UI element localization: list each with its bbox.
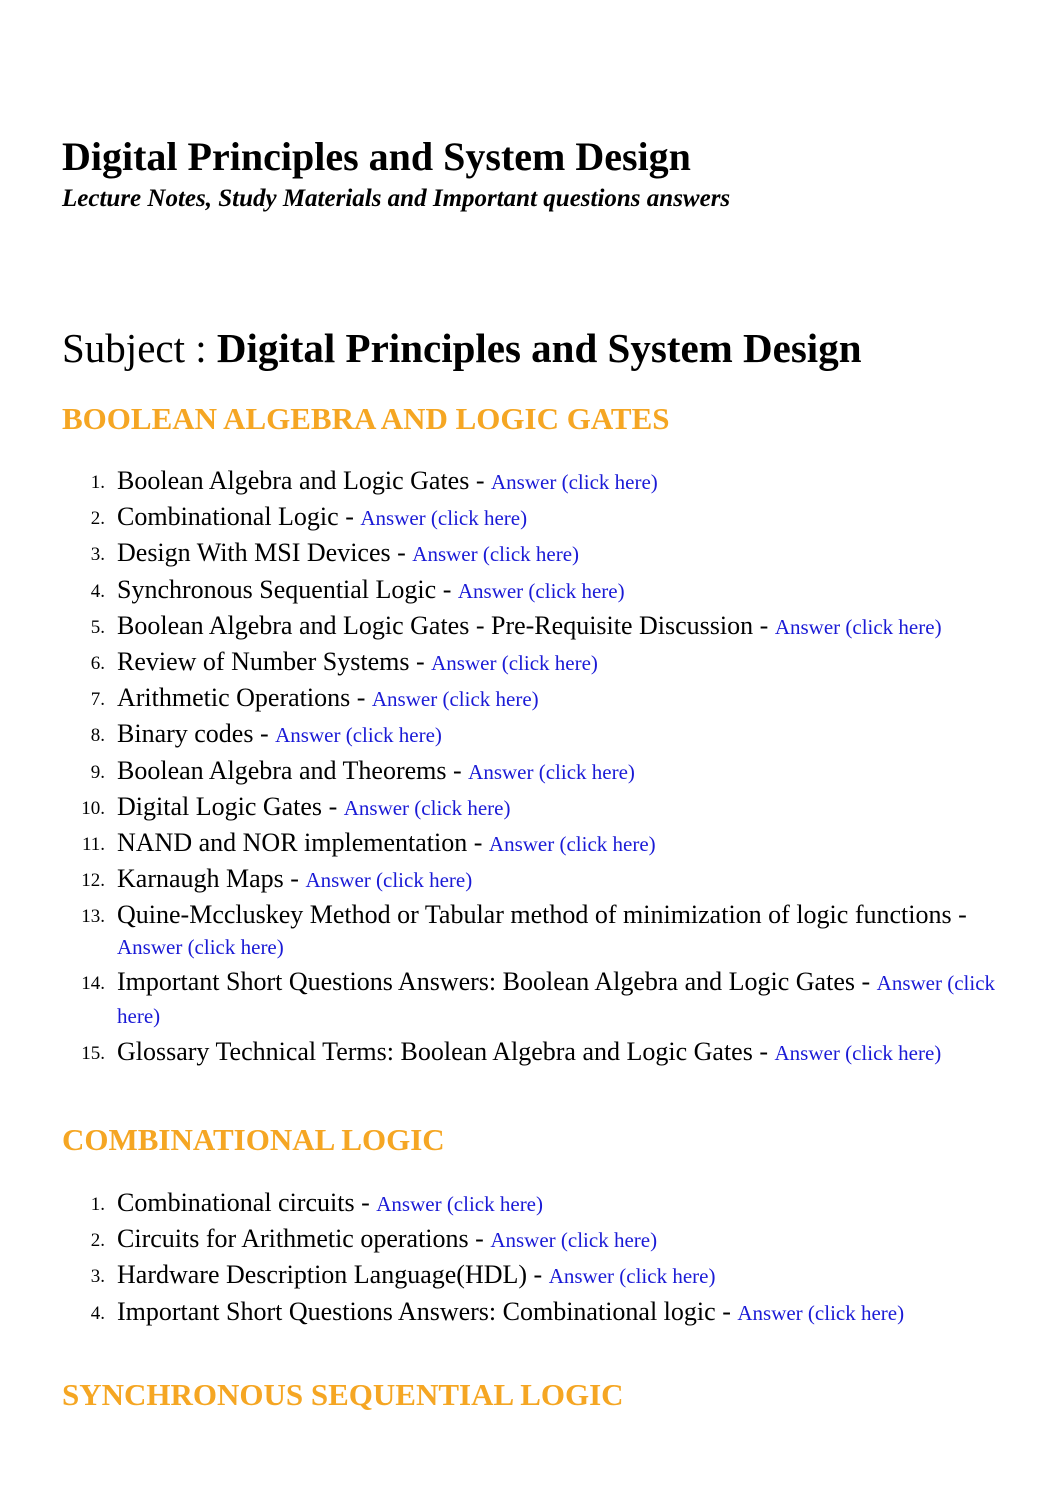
list-item-number: 12. xyxy=(81,870,105,892)
subject-heading xyxy=(62,323,862,373)
answer-link[interactable]: Answer (click here) xyxy=(431,650,598,675)
list-item-title: Boolean Algebra and Logic Gates xyxy=(117,466,470,495)
list-item-title: Important Short Questions Answers: Boolean Algebra and Logic Gates xyxy=(117,967,855,997)
list-item-number: 5. xyxy=(90,616,105,638)
list-item-number: 7. xyxy=(90,689,105,711)
list-item-number: 1. xyxy=(90,1194,105,1215)
list-item-separator: - xyxy=(951,900,967,930)
list-item xyxy=(62,718,1002,751)
answer-link[interactable]: Answer (click here) xyxy=(737,1300,905,1325)
list-item-number: 4. xyxy=(90,1302,105,1324)
list-item-number: 13. xyxy=(81,906,105,928)
list-item xyxy=(62,791,1002,824)
list-item-title: Arithmetic Operations xyxy=(117,683,351,713)
list-item xyxy=(62,1296,1002,1329)
list-item xyxy=(62,1036,1002,1069)
list-item-separator: - xyxy=(253,719,276,749)
list-item xyxy=(62,646,1002,679)
answer-link[interactable]: Answer (click here) xyxy=(491,470,658,494)
list-item-number: 2. xyxy=(90,508,105,530)
list-item-title: NAND and NOR implementation xyxy=(117,827,468,857)
page-subtitle: Lecture Notes, Study Materials and Important questions answers xyxy=(62,185,731,212)
list-item-separator: - xyxy=(527,1260,549,1290)
list-item xyxy=(62,863,1002,896)
list-item-title: Boolean Algebra and Logic Gates - Pre-Requisite Discussion xyxy=(117,610,754,640)
answer-link[interactable]: Answer (click here) xyxy=(488,831,656,856)
subject-prefix: Subject : xyxy=(62,325,207,371)
answer-link[interactable]: Answer (click here) xyxy=(117,935,284,960)
list-item-separator: - xyxy=(854,967,877,997)
list-item-number: 4. xyxy=(90,580,105,602)
list-item xyxy=(62,1187,1002,1220)
list-item xyxy=(62,574,1002,607)
list-item-title: Combinational Logic xyxy=(117,502,339,532)
list-item-separator: - xyxy=(338,502,361,532)
answer-link[interactable]: Answer (click here) xyxy=(305,868,473,893)
list-item-title: Binary codes xyxy=(117,719,254,749)
list-item xyxy=(62,682,1002,715)
list-item-separator: - xyxy=(469,466,492,495)
list-item-number: 15. xyxy=(81,1042,105,1064)
answer-link[interactable]: Answer (click here) xyxy=(343,795,511,820)
list-item xyxy=(62,755,1002,788)
section-heading-boolean-algebra: BOOLEAN ALGEBRA AND LOGIC GATES xyxy=(62,401,670,436)
list-item xyxy=(62,610,1002,643)
list-item-separator: - xyxy=(354,1188,377,1217)
answer-link[interactable]: Answer (click here) xyxy=(468,759,635,784)
answer-link[interactable]: Answer (click here) xyxy=(275,723,442,748)
list-item-title: Circuits for Arithmetic operations xyxy=(117,1224,469,1254)
list-item-separator: - xyxy=(436,574,458,604)
list-item-title: Synchronous Sequential Logic xyxy=(117,574,437,604)
list-item-number: 1. xyxy=(90,472,105,493)
list-item-separator: - xyxy=(409,646,432,676)
list-item xyxy=(62,501,1002,534)
list-item xyxy=(62,899,1002,963)
answer-link[interactable]: Answer (click here) xyxy=(360,506,528,531)
list-item-separator: - xyxy=(468,1224,491,1254)
list-item-separator: - xyxy=(715,1296,738,1326)
page-title: Digital Principles and System Design xyxy=(62,134,691,179)
answer-link[interactable]: Answer (click here) xyxy=(774,614,942,639)
list-item-number: 2. xyxy=(90,1230,105,1252)
list-item-number: 3. xyxy=(90,1266,105,1288)
list-item-title: Important Short Questions Answers: Combinational logic xyxy=(117,1296,716,1326)
list-item-title: Quine-Mccluskey Method or Tabular method of minimization of logic functions xyxy=(117,900,952,930)
answer-link[interactable]: Answer (click here) xyxy=(548,1264,716,1289)
list-item xyxy=(62,966,1002,1032)
list-item-title: Boolean Algebra and Theorems xyxy=(117,755,447,785)
list-item-separator: - xyxy=(753,610,775,640)
list-item-separator: - xyxy=(390,538,413,568)
list-item-number: 3. xyxy=(90,544,105,566)
list-item-title: Review of Number Systems xyxy=(117,646,410,676)
list-item-number: 11. xyxy=(81,833,105,855)
answer-link[interactable]: Answer (click here) xyxy=(774,1040,942,1065)
list-item-separator: - xyxy=(446,755,469,785)
list-item xyxy=(62,537,1002,570)
list-item-title: Karnaugh Maps xyxy=(117,864,284,894)
list-item xyxy=(62,1223,1002,1256)
list-item-separator: - xyxy=(283,864,306,894)
answer-link[interactable]: Answer (click here) xyxy=(376,1192,543,1216)
list-item-number: 6. xyxy=(90,652,105,674)
list-item xyxy=(62,827,1002,860)
list-item-number: 14. xyxy=(81,973,105,995)
list-item-separator: - xyxy=(322,791,344,821)
list-item-title: Glossary Technical Terms: Boolean Algebra and Logic Gates xyxy=(117,1036,753,1066)
list-item-separator: - xyxy=(752,1036,775,1066)
list-item-title: Design With MSI Devices xyxy=(117,538,391,568)
list-item-number: 8. xyxy=(90,725,105,747)
list-item xyxy=(62,465,1002,498)
list-item-title: Digital Logic Gates xyxy=(117,791,323,821)
list-item-number: 9. xyxy=(90,761,105,783)
answer-link[interactable]: Answer (click here) xyxy=(412,542,580,567)
subject-name: Digital Principles and System Design xyxy=(216,325,862,371)
answer-link[interactable]: Answer (click here) xyxy=(490,1228,658,1253)
list-item xyxy=(62,1259,1002,1292)
list-item-title: Combinational circuits xyxy=(117,1188,355,1217)
list-item-number: 10. xyxy=(81,797,105,819)
topic-list-combinational-logic xyxy=(62,1187,1002,1332)
list-item-title: Hardware Description Language(HDL) xyxy=(117,1260,528,1290)
answer-link[interactable]: Answer (click here) xyxy=(117,971,996,1029)
list-item-separator: - xyxy=(350,683,372,713)
section-heading-synchronous-sequential-logic: SYNCHRONOUS SEQUENTIAL LOGIC xyxy=(62,1377,624,1412)
section-heading-combinational-logic: COMBINATIONAL LOGIC xyxy=(62,1122,445,1157)
answer-link[interactable]: Answer (click here) xyxy=(371,687,539,712)
list-item-separator: - xyxy=(467,827,489,857)
answer-link[interactable]: Answer (click here) xyxy=(457,578,625,603)
topic-list-boolean-algebra xyxy=(62,465,1002,1072)
